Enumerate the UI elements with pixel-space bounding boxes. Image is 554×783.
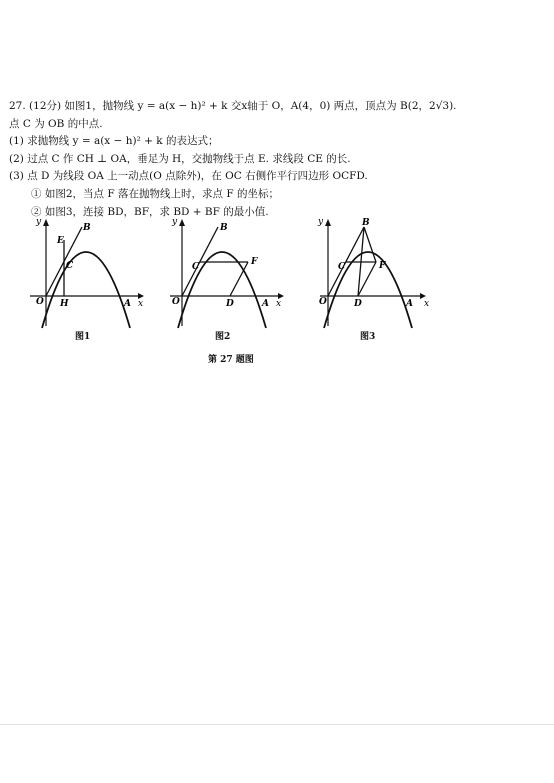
question-3-part-1: ① 如图2，当点 F 落在抛物线上时，求点 F 的坐标；	[31, 187, 279, 200]
label-h: H	[60, 299, 69, 309]
figure-2-caption: 图2	[215, 332, 231, 342]
label-x: x	[276, 299, 282, 309]
label-b: B	[83, 223, 91, 233]
label-o: O	[36, 297, 44, 307]
label-a: A	[124, 299, 131, 309]
segment-bf	[364, 227, 376, 262]
figure-3-graph	[320, 216, 440, 331]
figure-title: 第 27 题图	[208, 355, 254, 365]
label-f: F	[251, 257, 258, 267]
question-1: (1) 求抛物线 y = a(x − h)² + k 的表达式；	[9, 135, 219, 148]
parabola	[42, 252, 130, 328]
figures-row	[30, 216, 450, 366]
problem-27	[9, 98, 529, 221]
figure-3	[318, 216, 440, 342]
figure-1	[30, 216, 150, 342]
segment-fd	[230, 262, 248, 296]
figure-1-graph	[30, 216, 150, 331]
question-3: (3) 点 D 为线段 OA 上一动点(O 点除外)，在 OC 右侧作平行四边形 OCFD.	[9, 170, 368, 183]
label-c: C	[66, 261, 74, 271]
page-bottom-divider	[0, 724, 554, 725]
label-e: E	[57, 236, 64, 246]
label-a: A	[406, 299, 413, 309]
question-2: (2) 过点 C 作 CH ⊥ OA，垂足为 H，交抛物线于点 E. 求线段 CE 的长.	[9, 152, 351, 165]
label-a: A	[262, 299, 269, 309]
question-3-part-2: ② 如图3，连接 BD，BF，求 BD + BF 的最小值.	[31, 205, 269, 218]
figure-1-caption: 图1	[75, 332, 91, 342]
figure-2	[170, 216, 290, 342]
figure-3-caption: 图3	[360, 332, 376, 342]
label-y: y	[36, 217, 42, 227]
problem-statement-line2: 点 C 为 OB 的中点.	[9, 117, 103, 130]
label-d: D	[226, 299, 234, 309]
label-x: x	[138, 299, 144, 309]
label-y: y	[172, 217, 178, 227]
label-o: O	[172, 297, 180, 307]
problem-statement-line1: 27. (12分) 如图1，抛物线 y = a(x − h)² + k 交x轴于 O，A(4，0) 两点，顶点为 B(2，2√3).	[9, 100, 457, 112]
label-b: B	[362, 218, 370, 228]
label-o: O	[319, 297, 327, 307]
label-f: F	[379, 261, 386, 271]
y-axis-arrow	[179, 219, 185, 226]
y-axis-arrow	[43, 219, 49, 226]
label-c: C	[338, 262, 346, 272]
label-b: B	[220, 223, 228, 233]
label-d: D	[354, 299, 362, 309]
label-y: y	[318, 217, 324, 227]
label-c: C	[192, 262, 200, 272]
figure-2-graph	[170, 216, 290, 331]
label-x: x	[424, 299, 430, 309]
y-axis-arrow	[325, 219, 331, 226]
